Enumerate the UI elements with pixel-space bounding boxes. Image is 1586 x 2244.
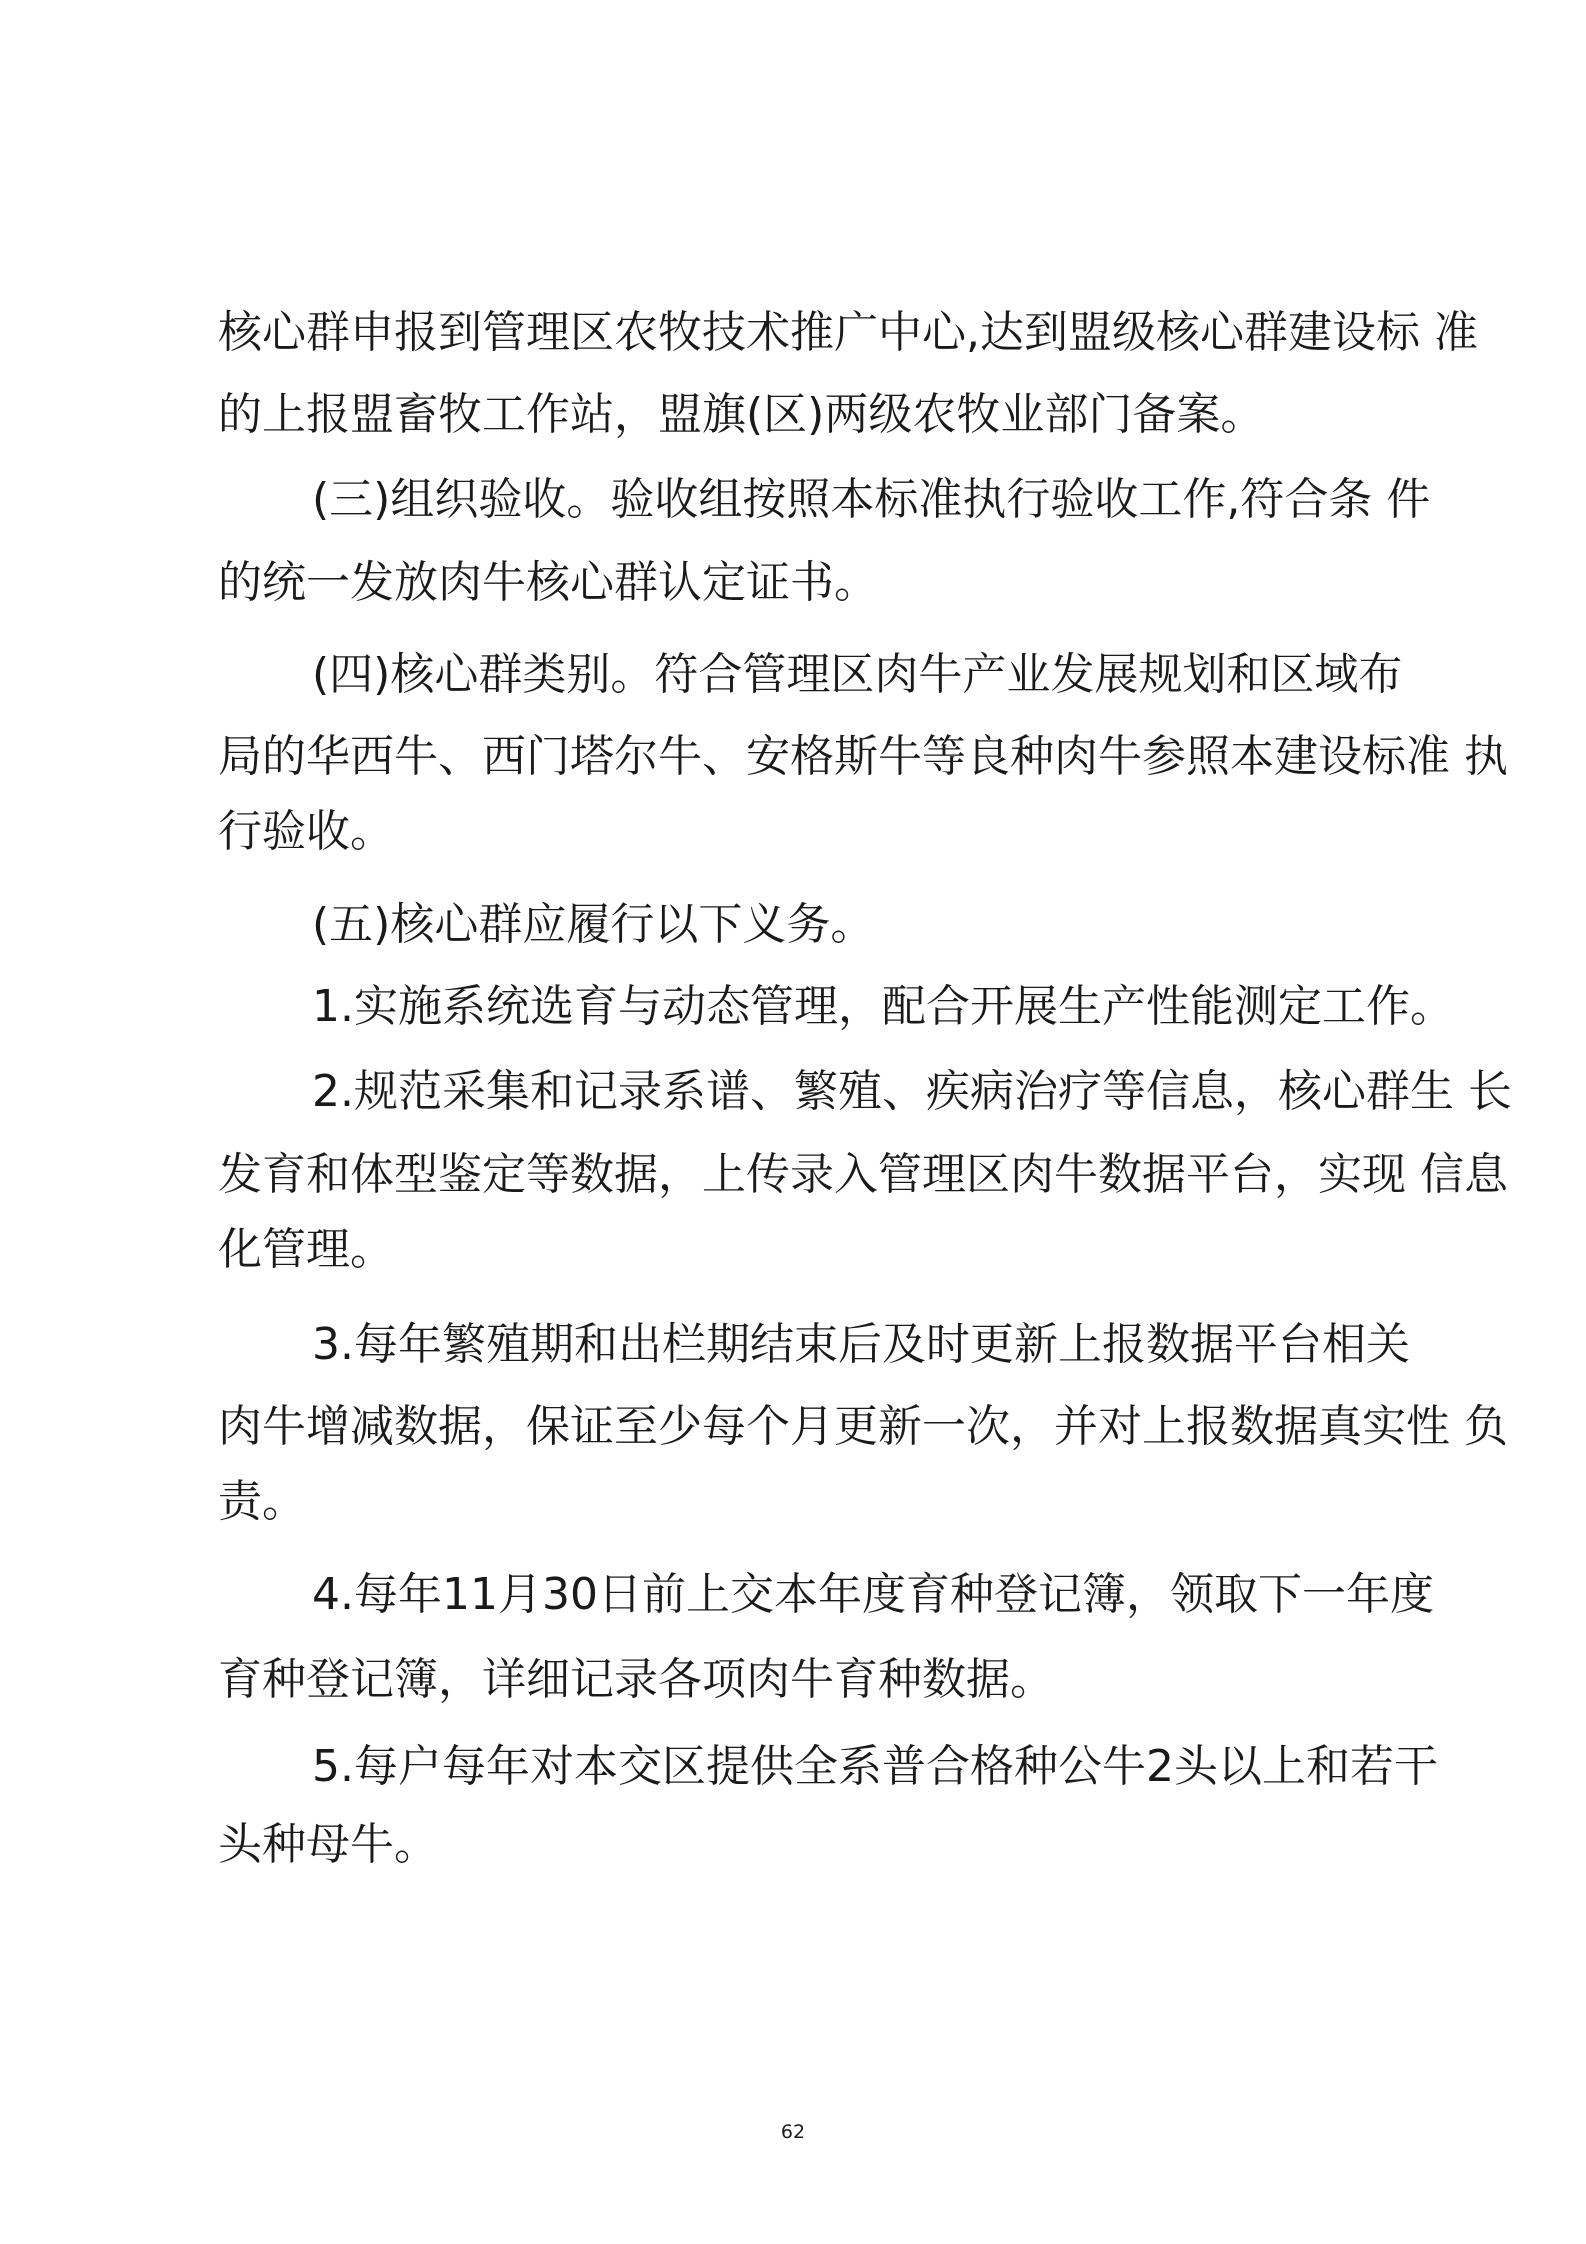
text-line bbox=[0, 1145, 1586, 1205]
text-line bbox=[0, 553, 1586, 613]
line-15-text: 责。 bbox=[218, 1476, 306, 1527]
text-line bbox=[0, 1220, 1586, 1280]
line-7-text: 行验收。 bbox=[218, 806, 394, 857]
text-line bbox=[0, 977, 1586, 1037]
text-line bbox=[0, 1472, 1586, 1532]
line-8-text: (五)核心群应履行以下义务。 bbox=[312, 899, 875, 950]
line-11-text: 发育和体型鉴定等数据，上传录入管理区肉牛数据平台，实现 信息 bbox=[218, 1149, 1508, 1200]
text-line bbox=[0, 802, 1586, 862]
line-10-text: 2.规范采集和记录系谱、繁殖、疾病治疗等信息，核心群生 长 bbox=[312, 1066, 1512, 1117]
line-17-text: 育种登记簿，详细记录各项肉牛育种数据。 bbox=[218, 1654, 1054, 1705]
line-13-text: 3.每年繁殖期和出栏期结束后及时更新上报数据平台相关 bbox=[312, 1319, 1410, 1370]
line-1-text: 核心群申报到管理区农牧技术推广中心,达到盟级核心群建设标 准 bbox=[218, 307, 1478, 358]
text-line bbox=[0, 1650, 1586, 1710]
text-line bbox=[0, 385, 1586, 445]
text-line bbox=[0, 1815, 1586, 1875]
line-12-text: 化管理。 bbox=[218, 1224, 394, 1275]
line-3-text: (三)组织验收。验收组按照本标准执行验收工作,符合条 件 bbox=[312, 474, 1431, 525]
line-16-text: 4.每年11月30日前上交本年度育种登记簿，领取下一年度 bbox=[312, 1569, 1434, 1620]
line-5-text: (四)核心群类别。符合管理区肉牛产业发展规划和区域布 bbox=[312, 649, 1403, 700]
text-line bbox=[0, 1565, 1586, 1625]
text-line bbox=[0, 1062, 1586, 1122]
text-line bbox=[0, 645, 1586, 705]
line-19-text: 头种母牛。 bbox=[218, 1819, 438, 1870]
page-number: 62 bbox=[780, 2121, 806, 2143]
text-line bbox=[0, 303, 1586, 363]
line-6-text: 局的华西牛、西门塔尔牛、安格斯牛等良种肉牛参照本建设标准 执 bbox=[218, 731, 1508, 782]
text-line bbox=[0, 1315, 1586, 1375]
line-18-text: 5.每户每年对本交区提供全系普合格种公牛2头以上和若干 bbox=[312, 1741, 1438, 1792]
text-line bbox=[0, 1397, 1586, 1457]
line-14-text: 肉牛增减数据，保证至少每个月更新一次，并对上报数据真实性 负 bbox=[218, 1401, 1508, 1452]
line-2-text: 的上报盟畜牧工作站，盟旗(区)两级农牧业部门备案。 bbox=[218, 389, 1265, 440]
line-4-text: 的统一发放肉牛核心群认定证书。 bbox=[218, 557, 878, 608]
text-line bbox=[0, 470, 1586, 530]
text-line bbox=[0, 727, 1586, 787]
text-line bbox=[0, 1737, 1586, 1797]
line-9-text: 1.实施系统选育与动态管理，配合开展生产性能测定工作。 bbox=[312, 981, 1454, 1032]
text-line bbox=[0, 895, 1586, 955]
